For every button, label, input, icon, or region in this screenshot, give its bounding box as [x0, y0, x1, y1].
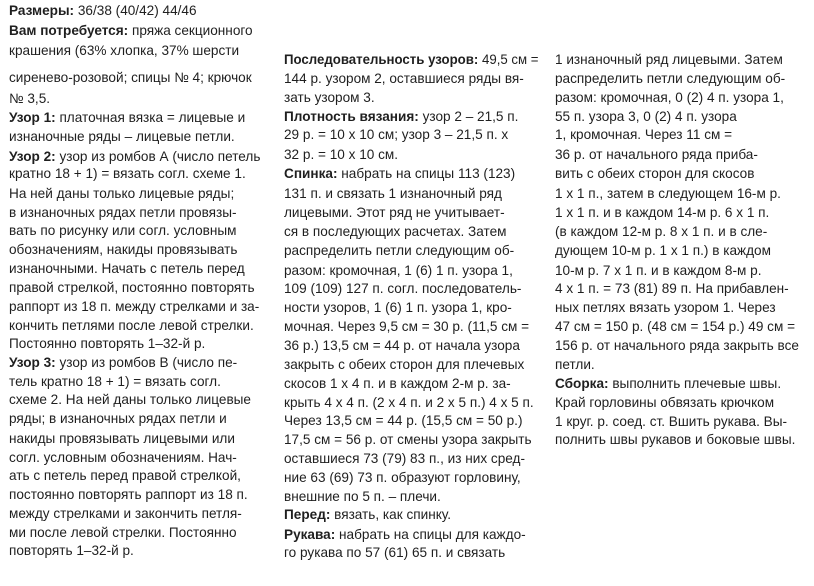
text-line [9, 410, 227, 427]
text-segment: схеме 2. На ней даны только лицевые [9, 392, 251, 407]
text-line [9, 222, 237, 239]
text-segment: 1 х 1 п., затем в следующем 16-м р. [555, 186, 781, 201]
text-segment: 32 р. = 10 х 10 см. [284, 147, 399, 162]
text-line [9, 298, 259, 315]
text-line [9, 524, 237, 541]
text-line [9, 185, 234, 202]
text-line [284, 431, 532, 448]
text-segment: крыть 4 х 4 п. (2 х 4 п. и 2 х 5 п.) 4 х 5 п. [284, 395, 534, 410]
text-segment: между стрелками и закончить петля- [9, 506, 242, 521]
text-line [555, 165, 754, 182]
text-line [555, 394, 774, 411]
text-segment: ние 63 (69) 73 п. образуют горловину, [284, 470, 521, 485]
text-line [9, 467, 241, 484]
text-line [9, 204, 237, 221]
text-segment: 10-м р. 7 х 1 п. и в каждом 8-м р. [555, 263, 762, 278]
text-line [9, 505, 242, 522]
text-line [555, 223, 767, 240]
text-segment: 156 р. от начального ряда закрыть все [555, 338, 799, 353]
text-segment: 36/38 (40/42) 44/46 [74, 3, 197, 18]
text-line [555, 431, 795, 448]
text-line [555, 337, 799, 354]
text-segment: полнить швы рукавов и боковые швы. [555, 432, 796, 447]
text-line [9, 279, 255, 296]
text-line [555, 126, 732, 143]
text-line [9, 260, 245, 277]
text-line [284, 526, 526, 543]
text-line [284, 89, 375, 106]
text-segment: согл. условным обозначениям. Нач- [9, 450, 237, 465]
text-line [555, 299, 776, 316]
text-segment: Край горловины обвязать крючком [555, 395, 775, 410]
text-line [9, 109, 245, 126]
section-heading: Плотность вязания: [284, 109, 419, 124]
text-line [284, 318, 529, 335]
text-segment: 1 изнаночный ряд лицевыми. Затем [555, 52, 783, 67]
text-line [284, 506, 451, 523]
text-line [284, 242, 514, 259]
section-heading: Последовательность узоров: [284, 52, 479, 67]
text-segment: оставшиеся 73 (79) 83 п., из них сред- [284, 451, 525, 466]
text-line [284, 280, 521, 297]
text-segment: петли. [555, 357, 595, 372]
text-line [284, 299, 512, 316]
text-line [555, 262, 761, 279]
text-line [9, 2, 197, 19]
text-line [555, 318, 795, 335]
text-line [555, 146, 758, 163]
text-segment: 36 р.) 13,5 см = 44 р. от начала узора [284, 338, 520, 353]
text-line [284, 204, 505, 221]
section-heading: Сборка: [555, 376, 609, 391]
text-segment: узор из ромбов В (число пе- [55, 355, 238, 370]
text-line [284, 488, 441, 505]
text-segment: повторять 1–32-й р. [9, 543, 134, 558]
section-heading: Перед: [284, 507, 331, 522]
text-segment: 29 р. = 10 х 10 см; узор 3 – 21,5 п. х [284, 127, 509, 142]
text-segment: 144 р. узором 2, оставшиеся ряды вя- [284, 71, 524, 86]
text-segment: 1, кромочная. Через 11 см = [555, 127, 733, 142]
text-segment: 1 х 1 п. и в каждом 14-м р. 6 х 1 п. [555, 205, 770, 220]
text-segment: распределить петли следующим об- [555, 71, 786, 86]
text-segment: Постоянно повторять 1–32-й р. [9, 336, 206, 351]
text-segment: 1 круг. р. соед. ст. Вшить рукава. Вы- [555, 414, 787, 429]
text-line [9, 148, 260, 165]
text-segment: платочная вязка = лицевые и [55, 110, 246, 125]
text-line [284, 356, 524, 373]
text-segment: лицевыми. Этот ряд не учитывает- [284, 205, 505, 220]
text-line [9, 128, 235, 145]
text-segment: накиды провязывать лицевыми или [9, 431, 235, 446]
text-segment: ряды; в изнаночных рядах петли и [9, 411, 227, 426]
text-segment: № 3,5. [9, 91, 51, 106]
text-segment: 55 п. узора 3, 0 (2) 4 п. узора [555, 109, 737, 124]
section-heading: Вам потребуется: [9, 23, 129, 38]
text-line [9, 69, 252, 86]
text-segment: пряжа секционного [128, 23, 253, 38]
section-heading: Размеры: [9, 3, 75, 18]
text-line [9, 354, 237, 371]
text-segment: набрать на спицы для каждо- [335, 527, 526, 542]
text-line [284, 394, 534, 411]
text-segment: выполнить плечевые швы. [608, 376, 782, 391]
text-segment: набрать на спицы 113 (123) [337, 166, 516, 181]
text-line [284, 450, 525, 467]
text-line [284, 108, 518, 125]
text-line [555, 242, 771, 259]
text-segment: узор 2 – 21,5 п. [418, 109, 519, 124]
text-segment: раппорт из 18 п. между стрелками и за- [9, 299, 260, 314]
text-segment: ности узоров, 1 (6) 1 п. узора 1, кро- [284, 300, 512, 315]
text-line [284, 146, 398, 163]
text-line [284, 165, 515, 182]
text-line [9, 241, 237, 258]
text-line [284, 126, 508, 143]
text-line [555, 108, 737, 125]
text-segment: вязать, как спинку. [330, 507, 452, 522]
text-segment: изнаночными. Начать с петель перед [9, 261, 245, 276]
text-line [284, 262, 513, 279]
text-segment: распределить петли следующим об- [284, 243, 515, 258]
text-segment: разом: кромочная, 1 (6) 1 п. узора 1, [284, 263, 513, 278]
text-line [284, 375, 511, 392]
text-line [9, 42, 239, 59]
text-line [284, 51, 539, 68]
text-line [284, 185, 502, 202]
text-line [555, 280, 789, 297]
text-segment: вать по рисунку или согл. условным [9, 223, 237, 238]
text-line [555, 356, 595, 373]
text-segment: Через 13,5 см = 44 р. (15,5 см = 50 р.) [284, 413, 523, 428]
section-heading: Узор 3: [9, 355, 56, 370]
text-line [284, 412, 523, 429]
text-segment: 109 (109) 127 п. согл. последователь- [284, 281, 522, 296]
text-line [555, 204, 769, 221]
text-line [9, 335, 205, 352]
text-line [284, 337, 520, 354]
text-segment: внешние по 5 п. – плечи. [284, 489, 441, 504]
text-line [284, 70, 524, 87]
text-segment: 4 х 1 п. = 73 (81) 89 п. На прибавлен- [555, 281, 789, 296]
text-line [9, 486, 248, 503]
text-segment: закрыть с обеих сторон для плечевых [284, 357, 525, 372]
text-segment: 47 см = 150 р. (48 см = 154 р.) 49 см = [555, 319, 796, 334]
section-heading: Узор 1: [9, 110, 56, 125]
text-line [555, 51, 783, 68]
text-line [9, 373, 221, 390]
text-line [284, 469, 521, 486]
text-segment: скосов 1 х 4 п. и в каждом 2-м р. за- [284, 376, 511, 391]
text-segment: ся в последующих расчетах. Затем [284, 224, 507, 239]
text-segment: 131 п. и связать 1 изнаночный ряд [284, 186, 502, 201]
text-segment: ных петлях вязать узором 1. Через [555, 300, 776, 315]
text-segment: дующем 10-м р. 1 х 1 п.) в каждом [555, 243, 771, 258]
text-segment: ми после левой стрелки. Постоянно [9, 525, 237, 540]
text-line [9, 449, 237, 466]
text-segment: го рукава по 57 (61) 65 п. и связать [284, 545, 506, 560]
text-segment: 17,5 см = 56 р. от смены узора закрыть [284, 432, 532, 447]
text-line [555, 413, 787, 430]
text-segment: постоянно повторять раппорт из 18 п. [9, 487, 248, 502]
section-heading: Рукава: [284, 527, 336, 542]
text-segment: изнаночные ряды – лицевые петли. [9, 129, 235, 144]
text-segment: в изнаночных рядах петли провязы- [9, 205, 237, 220]
text-line [555, 185, 781, 202]
text-segment: правой стрелкой, постоянно повторять [9, 280, 255, 295]
text-line [9, 542, 134, 559]
text-segment: узор из ромбов А (число петель [55, 149, 261, 164]
text-line [9, 90, 50, 107]
text-segment: мочная. Через 9,5 см = 30 р. (11,5 см = [284, 319, 530, 334]
text-line [9, 391, 251, 408]
section-heading: Узор 2: [9, 149, 56, 164]
text-segment: кратно 18 + 1) = вязать согл. схеме 1. [9, 166, 246, 181]
text-segment: кончить петлями после левой стрелки. [9, 318, 254, 333]
text-segment: обозначениям, накиды провязывать [9, 242, 238, 257]
text-segment: На ней даны только лицевые ряды; [9, 186, 235, 201]
text-line [9, 430, 235, 447]
text-segment: ать с петель перед правой стрелкой, [9, 468, 241, 483]
text-segment: вить с обеих сторон для скосов [555, 166, 755, 181]
text-segment: разом: кромочная, 0 (2) 4 п. узора 1, [555, 90, 784, 105]
text-line [555, 89, 784, 106]
section-heading: Спинка: [284, 166, 338, 181]
text-segment: крашения (63% хлопка, 37% шерсти [9, 43, 240, 58]
text-segment: (в каждом 12-м р. 8 х 1 п. и в сле- [555, 224, 768, 239]
text-line [9, 22, 253, 39]
text-segment: 36 р. от начального ряда приба- [555, 147, 758, 162]
text-line [9, 165, 246, 182]
text-line [284, 223, 507, 240]
text-segment: 49,5 см = [478, 52, 539, 67]
text-segment: тель кратно 18 + 1) = вязать согл. [9, 374, 221, 389]
text-line [9, 317, 254, 334]
text-segment: сиренево-розовой; спицы № 4; крючок [9, 70, 252, 85]
text-line [555, 375, 781, 392]
text-segment: зать узором 3. [284, 90, 375, 105]
text-line [284, 544, 505, 561]
text-line [555, 70, 785, 87]
